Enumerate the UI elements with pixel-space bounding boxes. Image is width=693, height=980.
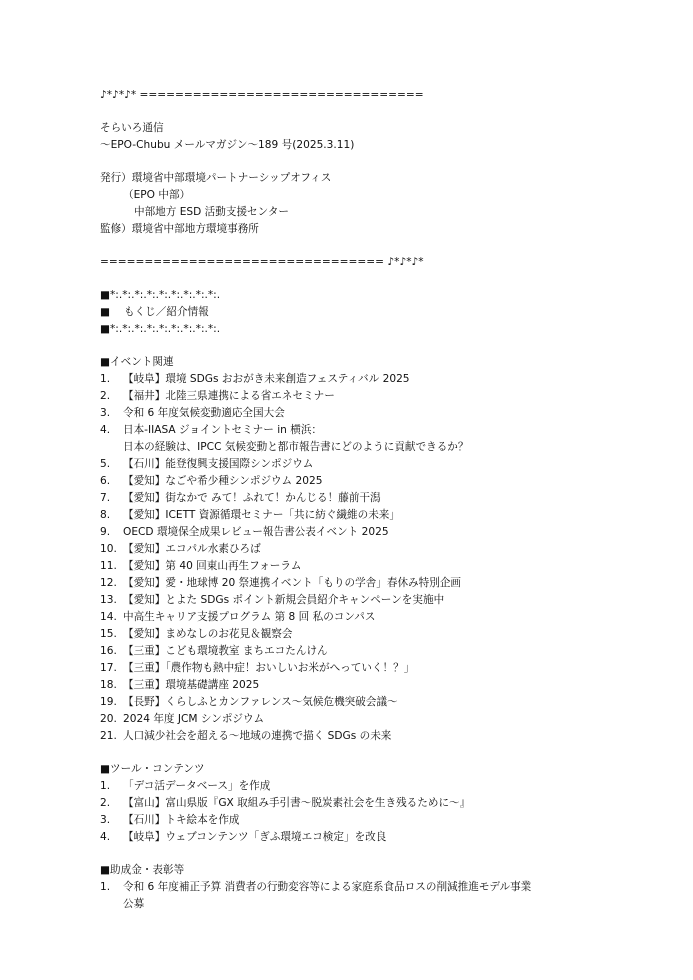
item-number: 12. bbox=[100, 577, 117, 589]
toc-deco-top: ■*:.*:.*:.*:.*:.*:.*:.*:.*:. bbox=[100, 289, 221, 301]
event-item-16[interactable] bbox=[100, 644, 328, 658]
item-number: 1. bbox=[100, 881, 111, 893]
item-text: 「デコ活データベース」を作成 bbox=[123, 780, 271, 792]
header-rule-bottom: ================================ ♪*♪*♪* bbox=[100, 256, 424, 268]
event-item-8[interactable] bbox=[100, 508, 400, 522]
grant-item-1[interactable] bbox=[100, 880, 531, 894]
item-number: 1. bbox=[100, 780, 111, 792]
tool-item-4[interactable] bbox=[100, 830, 386, 844]
publisher-center: 中部地方 ESD 活動支援センター bbox=[134, 206, 290, 218]
event-item-15[interactable] bbox=[100, 627, 293, 641]
item-text: 中高生キャリア支援プログラム 第 8 回 私のコンパス bbox=[123, 611, 376, 623]
event-item-7[interactable] bbox=[100, 491, 381, 505]
item-text: 【長野】くらしふとカンファレンス～気候危機突破会議～ bbox=[123, 696, 398, 708]
item-number: 21. bbox=[100, 730, 117, 742]
item-number: 9. bbox=[100, 526, 111, 538]
item-number: 3. bbox=[100, 407, 111, 419]
item-text: 【石川】トキ絵本を作成 bbox=[123, 814, 240, 826]
header-rule-top: ♪*♪*♪* ================================ bbox=[100, 89, 424, 101]
event-item-17[interactable] bbox=[100, 661, 414, 675]
event-item-2[interactable] bbox=[100, 389, 335, 403]
event-item-1[interactable] bbox=[100, 372, 410, 386]
item-text: 【愛知】第 40 回東山再生フォーラム bbox=[123, 560, 302, 572]
item-text: 【愛知】愛・地球博 20 祭連携イベント「もりの学舎」春休み特別企画 bbox=[123, 577, 462, 589]
item-text: 【福井】北陸三県連携による省エネセミナー bbox=[123, 390, 335, 402]
item-text: 人口減少社会を超える～地域の連携で描く SDGs の未来 bbox=[123, 730, 392, 742]
publisher-abbr: （EPO 中部） bbox=[123, 189, 191, 201]
item-number: 1. bbox=[100, 373, 111, 385]
grant-item-1-continuation: 公募 bbox=[123, 898, 145, 910]
grants-heading: ■助成金・表彰等 bbox=[100, 864, 185, 876]
toc-heading: ■ もくじ／紹介情報 bbox=[100, 306, 209, 318]
publisher-line: 発行）環境省中部環境パートナーシップオフィス bbox=[100, 172, 332, 184]
item-number: 11. bbox=[100, 560, 117, 572]
item-number: 16. bbox=[100, 645, 117, 657]
toc-deco-bottom: ■*:.*:.*:.*:.*:.*:.*:.*:.*:. bbox=[100, 323, 221, 335]
item-number: 20. bbox=[100, 713, 117, 725]
tool-item-3[interactable] bbox=[100, 813, 240, 827]
item-text: 令和 6 年度気候変動適応全国大会 bbox=[123, 407, 285, 419]
tool-item-2[interactable] bbox=[100, 796, 470, 810]
events-heading: ■イベント関連 bbox=[100, 356, 174, 368]
item-text: 【愛知】なごや希少種シンポジウム 2025 bbox=[123, 475, 323, 487]
tools-heading: ■ツール・コンテンツ bbox=[100, 763, 205, 775]
event-item-4-continuation: 日本の経験は、IPCC 気候変動と都市報告書にどのように貢献できるか？ bbox=[123, 441, 469, 453]
item-text: 【三重】環境基礎講座 2025 bbox=[123, 679, 260, 691]
item-text: 【岐阜】ウェブコンテンツ「ぎふ環境エコ検定」を改良 bbox=[123, 831, 387, 843]
item-number: 6. bbox=[100, 475, 111, 487]
item-text: 【愛知】まめなしのお花見＆観察会 bbox=[123, 628, 293, 640]
event-item-9[interactable] bbox=[100, 525, 389, 539]
item-text: 【愛知】街なかで みて！ふれて！かんじる！藤前干潟 bbox=[123, 492, 381, 504]
item-text: 日本-IIASA ジョイントセミナー in 横浜： bbox=[123, 424, 323, 436]
event-item-14[interactable] bbox=[100, 610, 375, 624]
item-text: 【三重】「農作物も熱中症！おいしいお米がへっていく！？」 bbox=[123, 662, 415, 674]
item-number: 14. bbox=[100, 611, 117, 623]
item-number: 4. bbox=[100, 424, 111, 436]
event-item-13[interactable] bbox=[100, 593, 444, 607]
newsletter-title: そらいろ通信 bbox=[100, 122, 164, 134]
newsletter-subtitle: ～EPO-Chubu メールマガジン～189 号(2025.3.11) bbox=[100, 139, 355, 151]
item-text: 【三重】こども環境教室 まちエコたんけん bbox=[123, 645, 328, 657]
item-text: OECD 環境保全成果レビュー報告書公表イベント 2025 bbox=[123, 526, 389, 538]
item-number: 18. bbox=[100, 679, 117, 691]
event-item-21[interactable] bbox=[100, 729, 391, 743]
event-item-18[interactable] bbox=[100, 678, 259, 692]
event-item-6[interactable] bbox=[100, 474, 322, 488]
event-item-11[interactable] bbox=[100, 559, 301, 573]
item-number: 4. bbox=[100, 831, 111, 843]
item-number: 13. bbox=[100, 594, 117, 606]
item-text: 2024 年度 JCM シンポジウム bbox=[123, 713, 265, 725]
item-text: 【愛知】とよた SDGs ポイント新規会員紹介キャンペーンを実施中 bbox=[123, 594, 445, 606]
event-item-4[interactable] bbox=[100, 423, 322, 437]
event-item-20[interactable] bbox=[100, 712, 264, 726]
item-number: 2. bbox=[100, 797, 111, 809]
event-item-10[interactable] bbox=[100, 542, 261, 556]
event-item-3[interactable] bbox=[100, 406, 285, 420]
item-number: 2. bbox=[100, 390, 111, 402]
item-text: 【愛知】ICETT 資源循環セミナー「共に紡ぐ繊維の未来」 bbox=[123, 509, 400, 521]
item-text: 【石川】能登復興支援国際シンポジウム bbox=[123, 458, 314, 470]
item-number: 8. bbox=[100, 509, 111, 521]
item-text: 【愛知】エコパル水素ひろば bbox=[123, 543, 261, 555]
tool-item-1[interactable] bbox=[100, 779, 270, 793]
item-number: 7. bbox=[100, 492, 111, 504]
item-text: 令和 6 年度補正予算 消費者の行動変容等による家庭系食品ロスの削減推進モデル事業 bbox=[123, 881, 532, 893]
item-text: 【富山】富山県版『GX 取組み手引書～脱炭素社会を生き残るために～』 bbox=[123, 797, 471, 809]
item-number: 17. bbox=[100, 662, 117, 674]
item-number: 15. bbox=[100, 628, 117, 640]
event-item-12[interactable] bbox=[100, 576, 461, 590]
event-item-5[interactable] bbox=[100, 457, 313, 471]
event-item-19[interactable] bbox=[100, 695, 398, 709]
item-number: 19. bbox=[100, 696, 117, 708]
item-number: 3. bbox=[100, 814, 111, 826]
item-text: 【岐阜】環境 SDGs おおがき未来創造フェスティバル 2025 bbox=[123, 373, 410, 385]
item-number: 5. bbox=[100, 458, 111, 470]
supervisor-line: 監修）環境省中部地方環境事務所 bbox=[100, 223, 259, 235]
item-number: 10. bbox=[100, 543, 117, 555]
